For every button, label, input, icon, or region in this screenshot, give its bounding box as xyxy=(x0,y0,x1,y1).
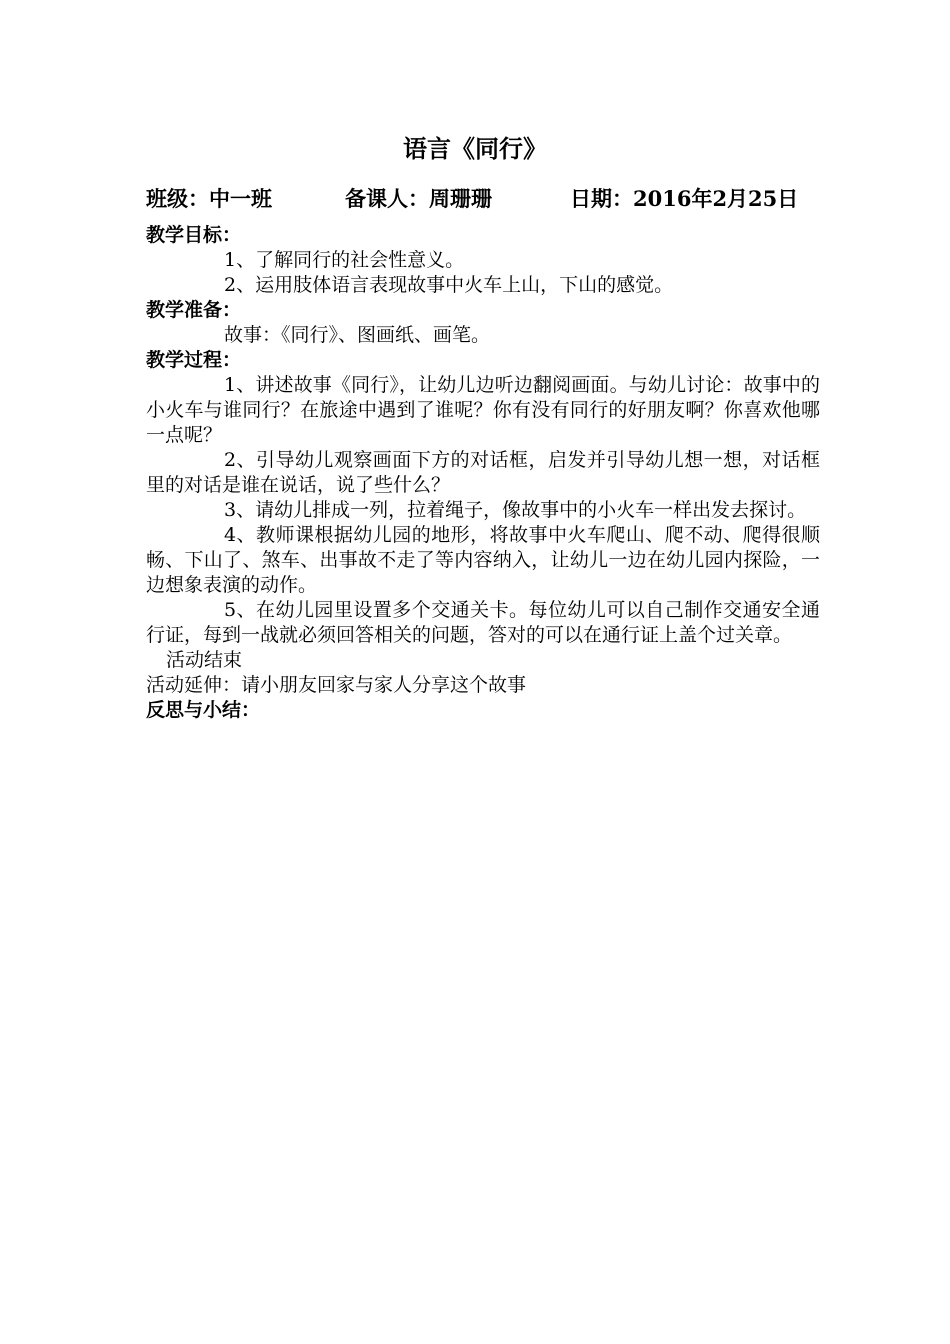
preparation-heading: 教学准备： xyxy=(146,299,242,321)
process-item: 5、在幼儿园里设置多个交通关卡。每位幼儿可以自己制作交通安全通行证，每到一战就必须回答相关的问题，答对的可以在通行证上盖个过关章。 xyxy=(146,599,820,646)
process-item: 1、讲述故事《同行》，让幼儿边听边翻阅画面。与幼儿讨论：故事中的小火车与谁同行？在旅途中遇到了谁呢？你有没有同行的好朋友啊？你喜欢他哪一点呢？ xyxy=(146,374,820,446)
activity-end: 活动结束 xyxy=(166,649,243,671)
reflection-heading: 反思与小结： xyxy=(146,699,261,721)
process-heading: 教学过程： xyxy=(146,349,242,371)
process-item: 2、引导幼儿观察画面下方的对话框，启发并引导幼儿想一想，对话框里的对话是谁在说话，说了些什么？ xyxy=(146,449,820,496)
class-info: 班级：中一班 xyxy=(146,186,272,211)
document-body xyxy=(146,223,820,723)
goals-heading: 教学目标： xyxy=(146,224,242,246)
activity-extension: 活动延伸：请小朋友回家与家人分享这个故事 xyxy=(146,674,527,696)
preparation-text: 故事：《同行》、图画纸、画笔。 xyxy=(224,324,491,346)
document-title: 语言《同行》 xyxy=(403,134,547,163)
goal-item: 1、了解同行的社会性意义。 xyxy=(224,249,465,271)
goal-item: 2、运用肢体语言表现故事中火车上山，下山的感觉。 xyxy=(224,274,674,296)
teacher-info: 备课人：周珊珊 xyxy=(345,186,492,211)
process-item: 3、请幼儿排成一列，拉着绳子，像故事中的小火车一样出发去探讨。 xyxy=(224,499,807,521)
process-item: 4、教师课根据幼儿园的地形，将故事中火车爬山、爬不动、爬得很顺畅、下山了、煞车、出事故不走了等内容纳入，让幼儿一边在幼儿园内探险，一边想象表演的动作。 xyxy=(146,524,820,596)
date-info: 日期：2016年2月25日 xyxy=(570,186,799,211)
